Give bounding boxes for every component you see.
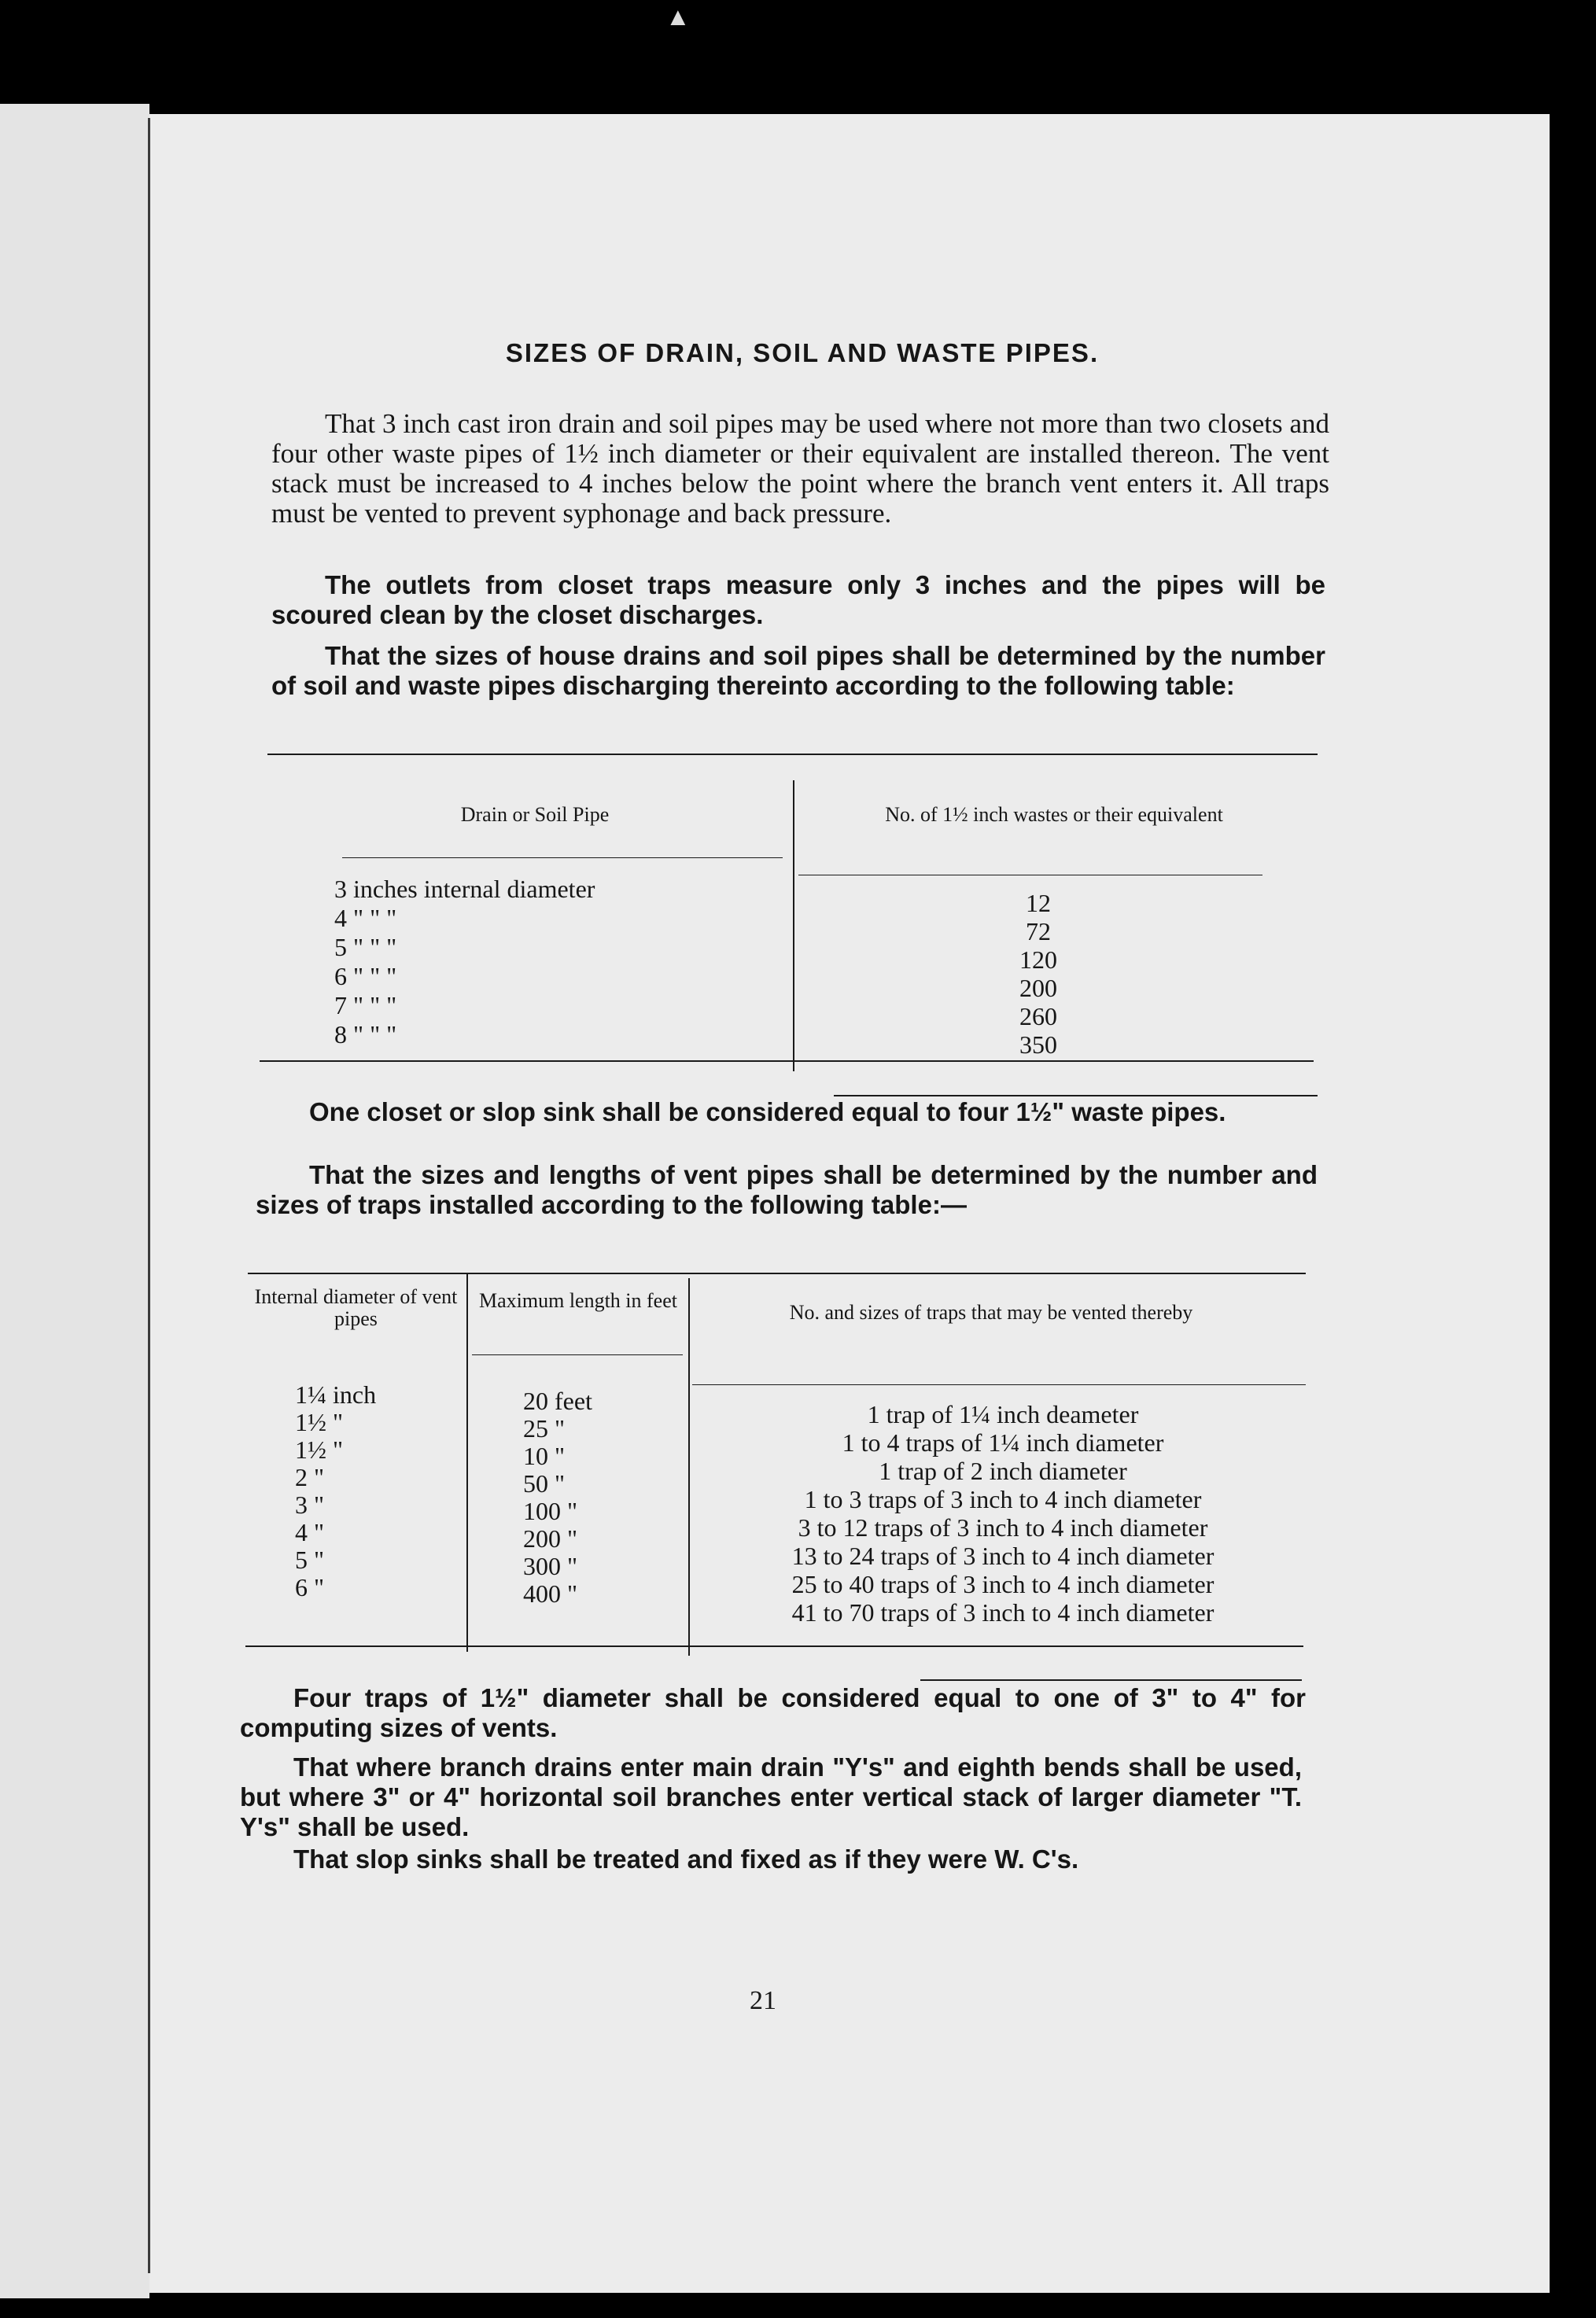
table1-pipe-column	[334, 875, 743, 1049]
table2-traps-cell: 1 to 4 traps of 1¼ inch diameter	[842, 1428, 1164, 1457]
table1-pipe-cell: 4 " " "	[334, 904, 397, 932]
page-heading: SIZES OF DRAIN, SOIL AND WASTE PIPES.	[505, 338, 1100, 367]
paragraph-four-traps: Four traps of 1½" diameter shall be considered equal to one of 3" to 4" for computing sizes of vents.	[240, 1683, 1306, 1742]
table1-wastes-cell: 120	[1019, 945, 1057, 974]
table1-pipe-cell: 7 " " "	[334, 991, 397, 1019]
table2-diameter-cell: 1½ "	[295, 1435, 344, 1464]
paragraph-closet-outlets: The outlets from closet traps measure only 3 inches and the pipes will be scoured clean by the closet discharges.	[271, 570, 1325, 629]
paragraph-cast-iron-pipes: That 3 inch cast iron drain and soil pipes may be used where not more than two closets and four other waste pipes of 1½ inch diameter or their equivalent are installed thereon. The vent stack must be increased to 4 inches below the point where the branch vent enters it. All traps must be vented to prevent syphonage and back pressure.	[271, 408, 1329, 529]
table2-bottom-rule	[245, 1645, 1303, 1647]
scan-mark: ▲	[665, 2, 691, 31]
table1-wastes-cell: 350	[1019, 1030, 1057, 1059]
table2-header-rule-mid	[472, 1354, 683, 1355]
table1-closing-rule	[834, 1095, 1318, 1096]
table1-pipe-cell: 5 " " "	[334, 933, 397, 961]
table2-header-length: Maximum length in feet	[478, 1289, 677, 1312]
table1-pipe-cell: 6 " " "	[334, 962, 397, 990]
table1-wastes-cell: 200	[1019, 974, 1057, 1002]
table1-top-rule	[267, 754, 1318, 755]
table2-diameter-cell: 6 "	[295, 1573, 325, 1601]
page-gutter-line	[148, 118, 150, 2273]
table2-divider-2	[688, 1278, 690, 1656]
table2-traps-cell: 1 trap of 2 inch diameter	[879, 1457, 1127, 1485]
table1-wastes-column	[983, 889, 1093, 1059]
table2-header-traps: No. and sizes of traps that may be vented thereby	[789, 1301, 1193, 1324]
table2-diameter-column	[295, 1381, 452, 1601]
table2-length-cell: 20 feet	[523, 1387, 592, 1415]
table1-wastes-cell: 260	[1019, 1002, 1057, 1030]
table2-diameter-cell: 2 "	[295, 1463, 325, 1491]
table1-pipe-cell: 3 inches internal diameter	[334, 875, 595, 903]
table2-traps-cell: 1 trap of 1¼ inch deameter	[867, 1400, 1139, 1428]
paragraph-closet-equivalent: One closet or slop sink shall be considered equal to four 1½" waste pipes.	[309, 1097, 1226, 1126]
table2-length-cell: 50 "	[523, 1469, 566, 1498]
paragraph-slop-sinks: That slop sinks shall be treated and fixed as if they were W. C's.	[293, 1844, 1079, 1874]
table2-length-cell: 200 "	[523, 1524, 578, 1553]
table2-diameter-cell: 5 "	[295, 1546, 325, 1574]
table2-diameter-cell: 3 "	[295, 1491, 325, 1519]
paragraph-vent-sizes: That the sizes and lengths of vent pipes shall be determined by the number and sizes of traps installed according to the following table:—	[256, 1160, 1318, 1219]
table2-traps-cell: 25 to 40 traps of 3 inch to 4 inch diameter	[791, 1570, 1215, 1598]
table2-length-cell: 400 "	[523, 1579, 578, 1608]
table2-diameter-cell: 1¼ inch	[295, 1380, 377, 1409]
table2-divider-1	[466, 1273, 468, 1652]
table2-traps-cell: 3 to 12 traps of 3 inch to 4 inch diameter	[798, 1513, 1208, 1542]
table1-bottom-rule	[260, 1060, 1314, 1062]
table1-wastes-cell: 72	[1026, 917, 1051, 945]
table2-length-cell: 10 "	[523, 1442, 566, 1470]
page-number: 21	[750, 1986, 776, 2015]
table2-traps-column	[700, 1400, 1306, 1627]
table1-pipe-cell: 8 " " "	[334, 1020, 397, 1048]
table2-traps-cell: 41 to 70 traps of 3 inch to 4 inch diameter	[791, 1598, 1215, 1627]
table2-header-rule-right	[692, 1384, 1306, 1385]
table2-diameter-cell: 4 "	[295, 1518, 325, 1546]
table2-closing-rule	[920, 1679, 1302, 1681]
table2-traps-cell: 1 to 3 traps of 3 inch to 4 inch diameter	[804, 1485, 1202, 1513]
table2-length-cell: 25 "	[523, 1414, 566, 1443]
table1-header-pipe: Drain or Soil Pipe	[460, 803, 610, 826]
table2-header-diameter: Internal diameter of vent pipes	[254, 1285, 458, 1330]
table1-header-rule-left	[342, 857, 783, 858]
facing-page-edge	[0, 104, 149, 2298]
table1-column-divider	[793, 780, 794, 1071]
table2-length-cell: 300 "	[523, 1552, 578, 1580]
table2-top-rule	[248, 1273, 1306, 1274]
table1-wastes-cell: 12	[1026, 889, 1051, 917]
table2-diameter-cell: 1½ "	[295, 1408, 344, 1436]
table2-traps-cell: 13 to 24 traps of 3 inch to 4 inch diameter	[791, 1542, 1215, 1570]
table2-length-column	[523, 1387, 673, 1608]
table2-length-cell: 100 "	[523, 1497, 578, 1525]
paragraph-drain-sizes: That the sizes of house drains and soil pipes shall be determined by the number of soil and waste pipes discharging thereinto according to the following table:	[271, 641, 1325, 700]
paragraph-branch-drains: That where branch drains enter main drain "Y's" and eighth bends shall be used, but where 3" or 4" horizontal soil branches enter vertical stack of larger diameter "T. Y's" shall be used.	[240, 1752, 1302, 1841]
table1-header-wastes: No. of 1½ inch wastes or their equivalent	[885, 803, 1223, 826]
